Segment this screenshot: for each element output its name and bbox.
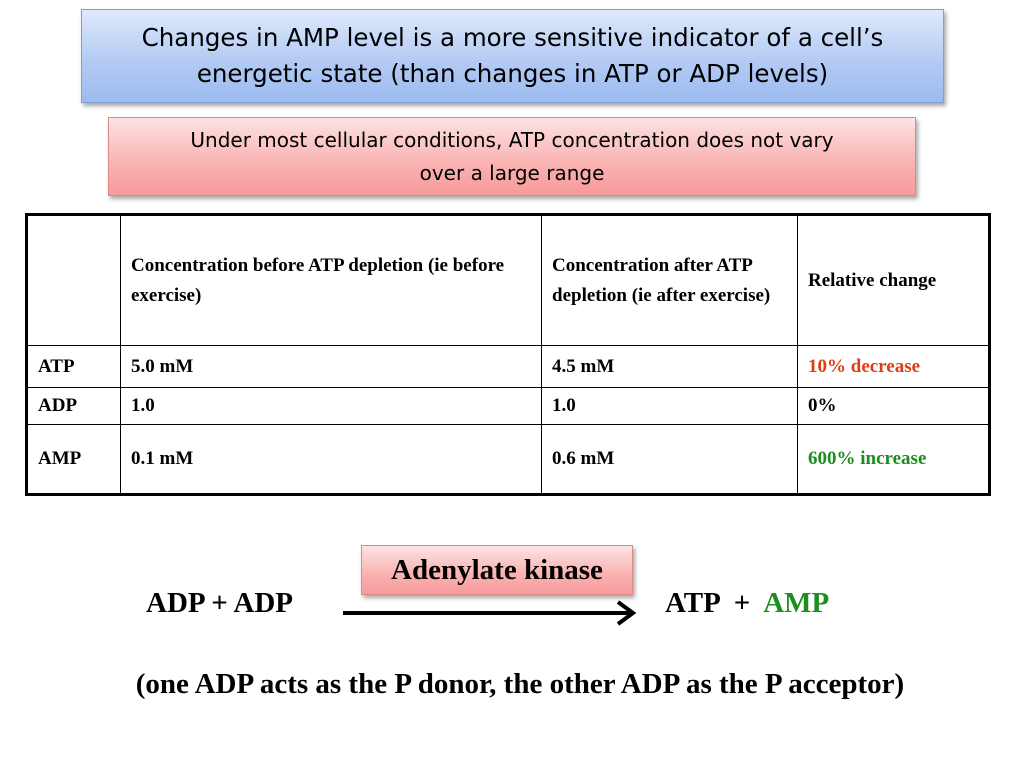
subtitle-line-1: Under most cellular conditions, ATP concentration does not vary xyxy=(190,127,834,152)
product-plus: + xyxy=(733,587,751,619)
reaction-note: (one ADP acts as the P donor, the other ADP as the P acceptor) xyxy=(135,668,905,700)
header-cell-relative-change: Relative change xyxy=(798,215,990,346)
table-row-amp xyxy=(27,425,990,495)
relative-change-increase: 600% increase xyxy=(798,425,990,495)
title-line-2: energetic state (than changes in ATP or ADP levels) xyxy=(196,59,829,88)
header-cell-before: Concentration before ATP depletion (ie before exercise) xyxy=(121,215,542,346)
header-cell-empty xyxy=(27,215,121,346)
header-cell-after: Concentration after ATP depletion (ie after exercise) xyxy=(542,215,798,346)
table-header-row xyxy=(27,215,990,346)
value-before: 0.1 mM xyxy=(121,425,542,495)
table-row-atp xyxy=(27,346,990,388)
product-amp: AMP xyxy=(763,587,830,619)
table-row-adp xyxy=(27,388,990,425)
subtitle-box xyxy=(108,117,916,196)
concentration-table xyxy=(25,213,991,496)
value-before: 5.0 mM xyxy=(121,346,542,388)
row-label: AMP xyxy=(27,425,121,495)
reaction-reactants: ADP + ADP xyxy=(146,587,294,619)
reaction-products xyxy=(665,583,829,623)
value-after: 1.0 xyxy=(542,388,798,425)
enzyme-label: Adenylate kinase xyxy=(391,553,603,586)
enzyme-label-box xyxy=(361,545,633,595)
title-box xyxy=(81,9,944,103)
relative-change: 0% xyxy=(798,388,990,425)
relative-change-decrease: 10% decrease xyxy=(798,346,990,388)
row-label: ADP xyxy=(27,388,121,425)
title-line-1: Changes in AMP level is a more sensitive indicator of a cell’s xyxy=(141,23,884,52)
value-after: 4.5 mM xyxy=(542,346,798,388)
product-atp: ATP xyxy=(665,587,720,619)
subtitle-line-2: over a large range xyxy=(419,160,605,185)
row-label: ATP xyxy=(27,346,121,388)
value-after: 0.6 mM xyxy=(542,425,798,495)
reaction-arrow-icon xyxy=(343,598,638,628)
value-before: 1.0 xyxy=(121,388,542,425)
